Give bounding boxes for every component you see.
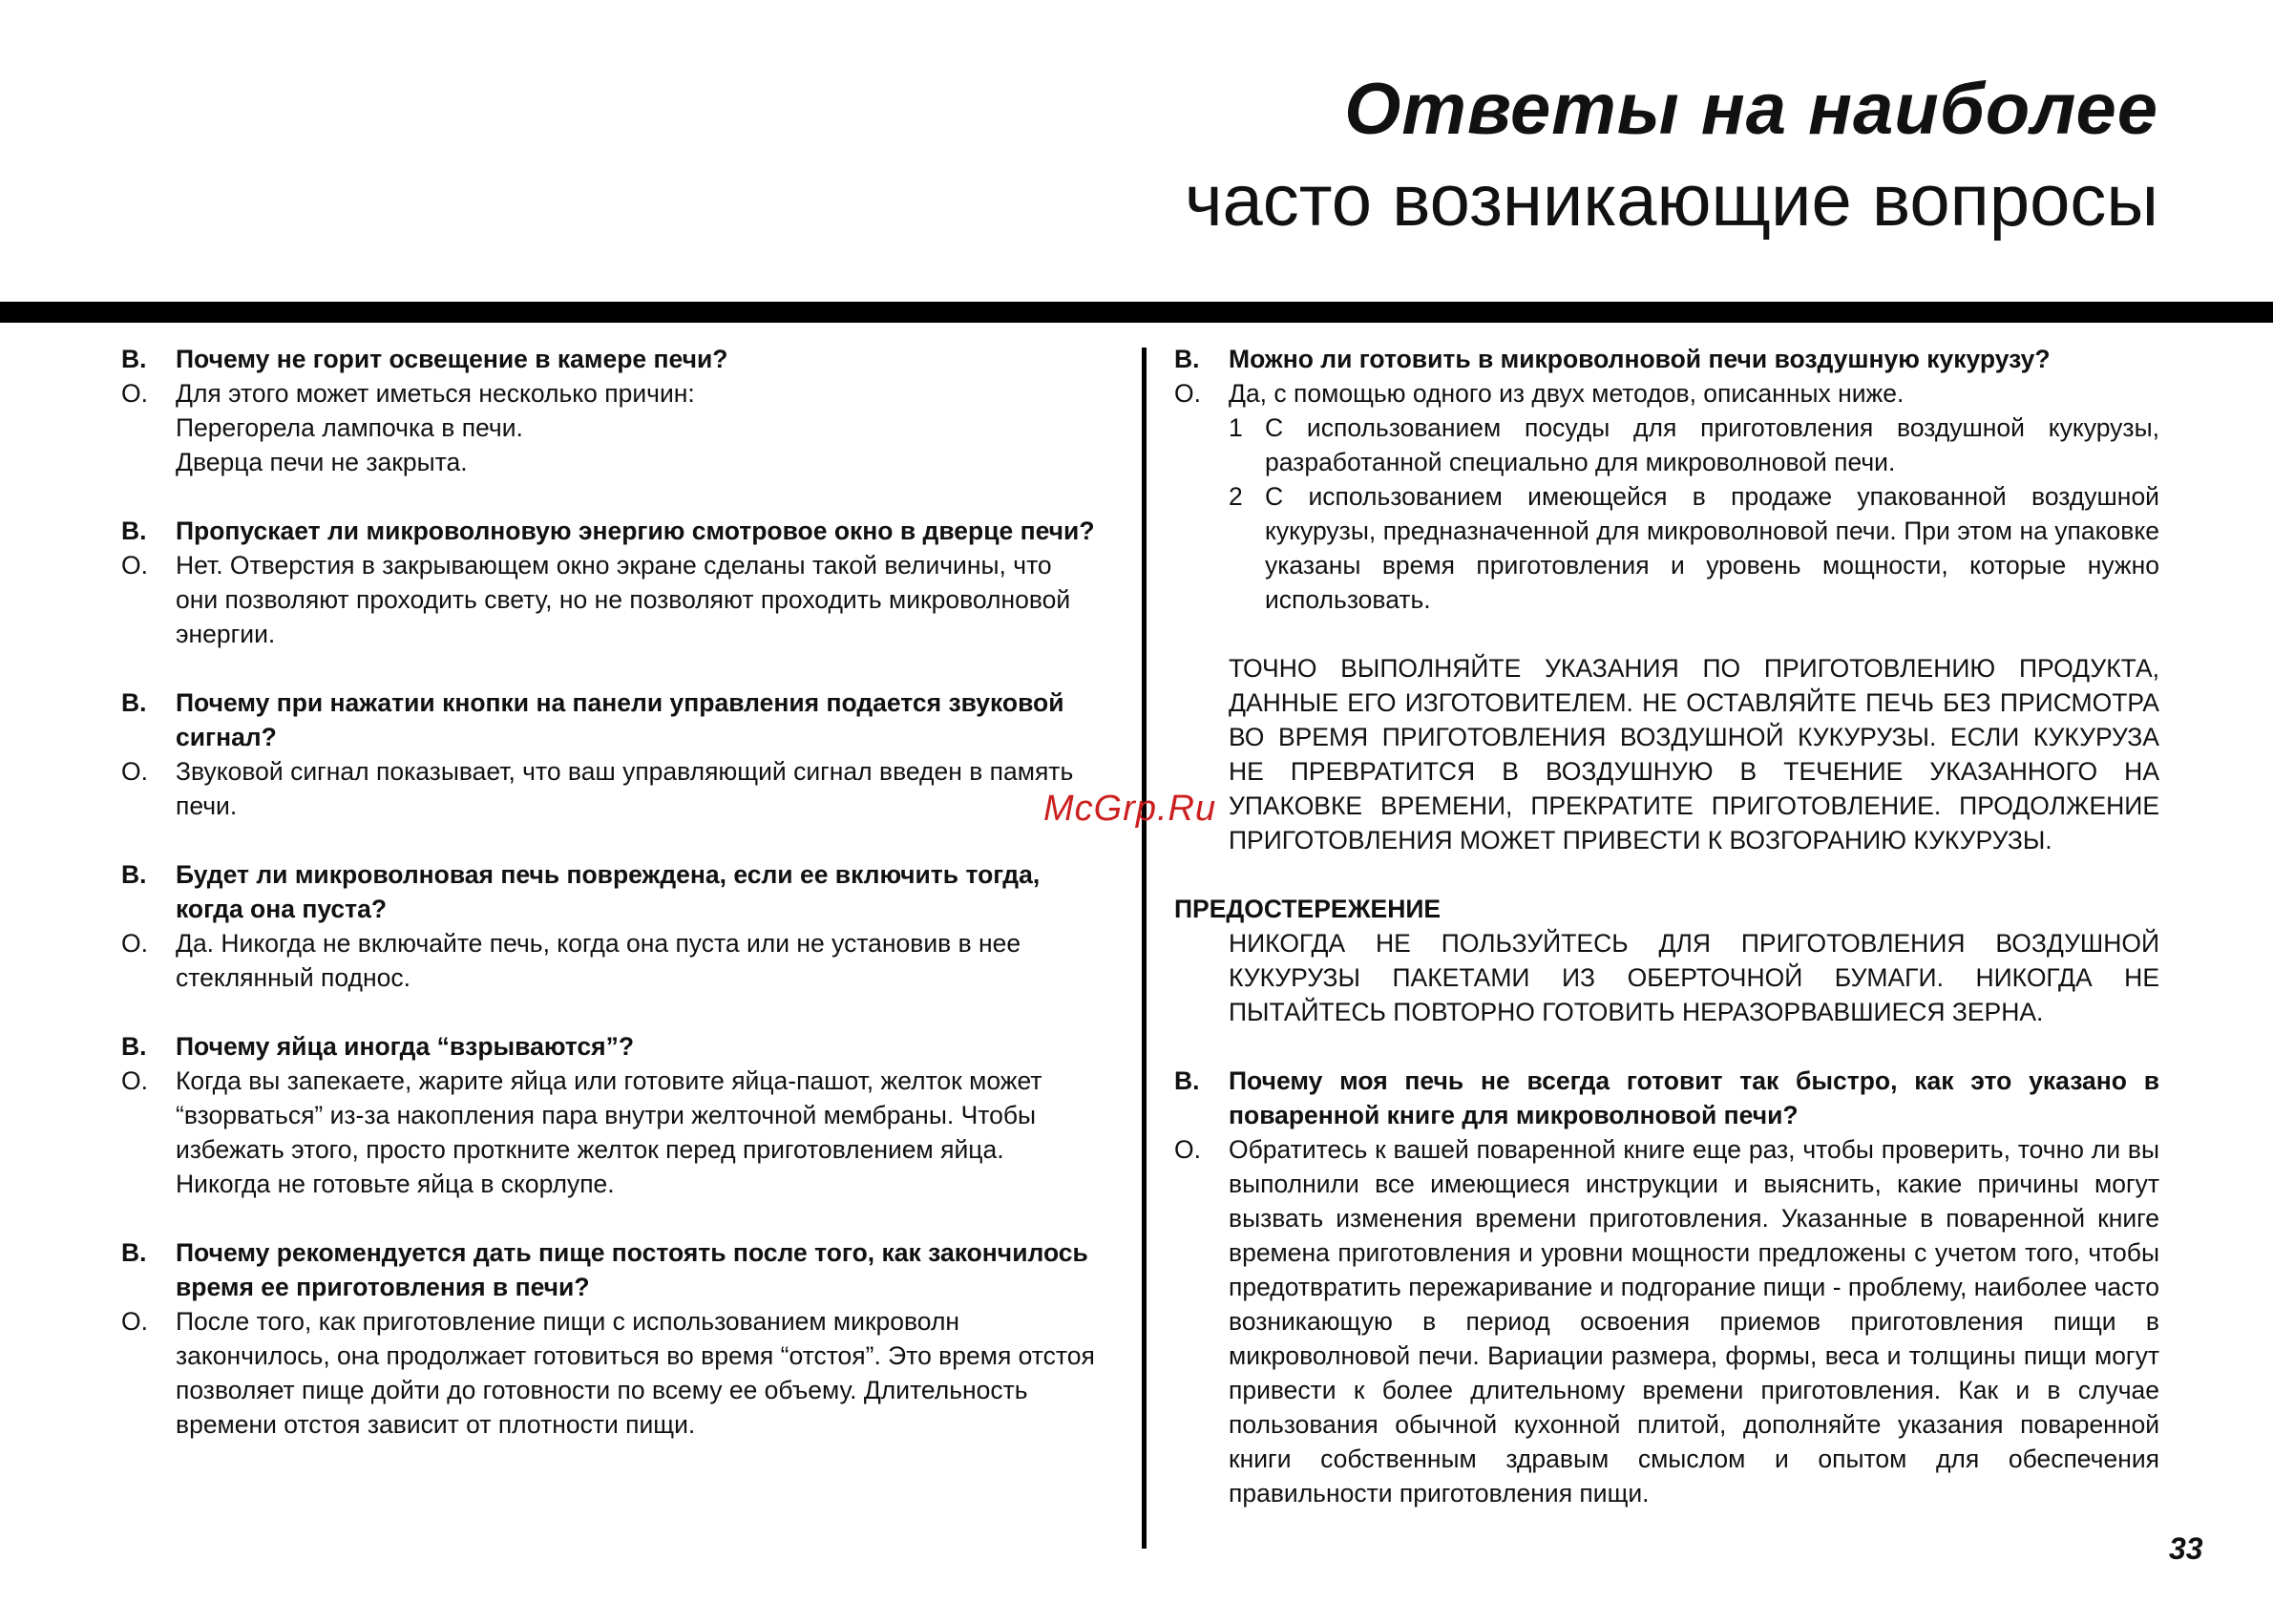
page-number: 33 [2169,1531,2203,1566]
answer-line [1174,376,2159,411]
answer-marker: О. [121,1307,148,1336]
header-rule [0,302,2273,323]
method-item [1174,411,2159,479]
caution-text: НИКОГДА НЕ ПОЛЬЗУЙТЕСЬ ДЛЯ ПРИГОТОВЛЕНИЯ ВОЗДУШНОЙ КУКУРУЗЫ ПАКЕТАМИ ИЗ ОБЕРТОЧНОЙ БУМАГИ. НИКОГДА НЕ ПЫТАЙТЕСЬ ПОВТОРНО ГОТОВИТЬ НЕРАЗОРВАВШИЕСЯ ЗЕРНА. [1229,929,2159,1026]
question-marker: В. [1174,1066,1200,1095]
column-divider [1142,348,1147,1549]
question-line [121,342,1095,376]
question-marker: В. [121,688,147,717]
answer-marker: О. [121,929,148,958]
faq-item-cookbook [1174,1064,2159,1510]
right-column [1174,342,2159,1545]
page-subtitle: часто возникающие вопросы [1184,160,2158,242]
answer-text: Да. Никогда не включайте печь, когда она пуста или не установив в нее стеклянный поднос. [176,929,1021,992]
answer-line [121,445,1095,479]
question-line [121,1235,1095,1304]
faq-item [121,342,1095,479]
faq-item [121,514,1095,651]
question-marker: В. [121,1238,147,1267]
answer-line [121,1304,1095,1442]
question-line [121,514,1095,548]
popcorn-notice: ТОЧНО ВЫПОЛНЯЙТЕ УКАЗАНИЯ ПО ПРИГОТОВЛЕНИЮ ПРОДУКТА, ДАННЫЕ ЕГО ИЗГОТОВИТЕЛЕМ. НЕ ОСТАВЛЯЙТЕ ПЕЧЬ БЕЗ ПРИСМОТРА ВО ВРЕМЯ ПРИГОТОВЛЕНИЯ ВОЗДУШНОЙ КУКУРУЗЫ. ЕСЛИ КУКУРУЗА НЕ ПРЕВРАТИТСЯ В ВОЗДУШНУЮ В ТЕЧЕНИЕ УКАЗАННОГО НА УПАКОВКЕ ВРЕМЕНИ, ПРЕКРАТИТЕ ПРИГОТОВЛЕНИЕ. ПРОДОЛЖЕНИЕ ПРИГОТОВЛЕНИЯ МОЖЕТ ПРИВЕСТИ К ВОЗГОРАНИЮ КУКУРУЗЫ. [1229,654,2159,854]
answer-text: После того, как приготовление пищи с использованием микроволн закончилось, она продолжает готовиться во время “отстоя”. Это время отстоя позволяет пище дойти до готовности по всему ее объему. Длительность времени отстоя зависит от плотности пищи. [176,1307,1095,1439]
question-line [1174,342,2159,376]
caution-heading: ПРЕДОСТЕРЕЖЕНИЕ [1174,895,1442,923]
watermark: McGrp.Ru [1043,789,1217,829]
question-marker: В. [121,860,147,889]
question-line [121,1029,1095,1064]
answer-text: Звуковой сигнал показывает, что ваш управляющий сигнал введен в память печи. [176,757,1074,820]
faq-item [121,1029,1095,1201]
left-column [121,342,1095,1476]
answer-marker: О. [121,551,148,580]
question-text: Почему не горит освещение в камере печи? [176,345,728,373]
question-text: Почему при нажатии кнопки на панели управления подается звуковой сигнал? [176,688,1064,751]
question-line [121,685,1095,754]
question-marker: В. [121,517,147,545]
answer-line [121,411,1095,445]
answer-line [1174,1132,2159,1510]
method-number: 1 [1229,413,1243,442]
question-line [121,857,1095,926]
question-text: Пропускает ли микроволновую энергию смотровое окно в дверце печи? [176,517,1095,545]
answer-marker: О. [1174,379,1201,408]
answer-text: Дверца печи не закрыта. [176,448,468,476]
answer-marker: О. [121,1066,148,1095]
answer-text: Да, с помощью одного из двух методов, описанных ниже. [1229,379,1905,408]
question-text: Почему моя печь не всегда готовит так быстро, как это указано в поваренной книге для микроволновой печи? [1229,1066,2159,1129]
faq-item [121,857,1095,995]
method-number: 2 [1229,482,1243,511]
answer-marker: О. [121,379,148,408]
question-line [1174,1064,2159,1132]
question-text: Можно ли готовить в микроволновой печи воздушную кукурузу? [1229,345,2051,373]
question-marker: В. [121,345,147,373]
answer-line [121,376,1095,411]
answer-line [121,754,1095,823]
question-text: Почему рекомендуется дать пище постоять после того, как закончилось время ее приготовления в печи? [176,1238,1088,1301]
answer-line [121,926,1095,995]
answer-marker: О. [121,757,148,786]
answer-text: Обратитесь к вашей поваренной книге еще раз, чтобы проверить, точно ли вы выполнили все имеющиеся инструкции и выяснить, какие причины могут вызвать изменения времени приготовления. Указанные в поваренной книге времена приготовления и уровни мощности предложены с учетом того, чтобы предотвратить пережаривание и подгорание пищи - проблему, наиболее часто возникающую в период освоения приемов приготовления пищи в микроволновой печи. Вариации размера, формы, веса и толщины пищи могут привести к более длительному времени приготовления. Как и в случае пользования обычной кухонной плитой, дополняйте указания поваренной книги собственным здравым смыслом и опытом для обеспечения правильности приготовления пищи. [1229,1135,2159,1508]
faq-item [121,685,1095,823]
answer-line [121,1064,1095,1201]
answer-line [121,548,1095,651]
answer-text: Перегорела лампочка в печи. [176,413,523,442]
question-marker: В. [1174,345,1200,373]
faq-item [121,1235,1095,1442]
answer-text: Для этого может иметься несколько причин: [176,379,695,408]
caution-section [1174,892,2159,1029]
method-text: С использованием посуды для приготовления воздушной кукурузы, разработанной специально для микроволновой печи. [1265,413,2159,476]
question-text: Почему яйца иногда “взрываются”? [176,1032,635,1061]
method-item [1174,479,2159,617]
answer-marker: О. [1174,1135,1201,1164]
answer-text: Когда вы запекаете, жарите яйца или готовите яйца-пашот, желток может “взорваться” из-за накопления пара внутри желточной мембраны. Чтобы избежать этого, просто проткните желток перед приготовлением яйца. Никогда не готовьте яйца в скорлупе. [176,1066,1042,1198]
answer-text: Нет. Отверстия в закрывающем окно экране сделаны такой величины, что они позволяют проходить свету, но не позволяют проходить микроволновой энергии. [176,551,1071,648]
faq-item-popcorn [1174,342,2159,617]
question-marker: В. [121,1032,147,1061]
page-title: Ответы на наиболее [1344,69,2158,150]
question-text: Будет ли микроволновая печь повреждена, если ее включить тогда, когда она пуста? [176,860,1041,923]
method-text: С использованием имеющейся в продаже упакованной воздушной кукурузы, предназначенной для микроволновой печи. При этом на упаковке указаны время приготовления и уровень мощности, которые нужно использовать. [1265,482,2159,614]
